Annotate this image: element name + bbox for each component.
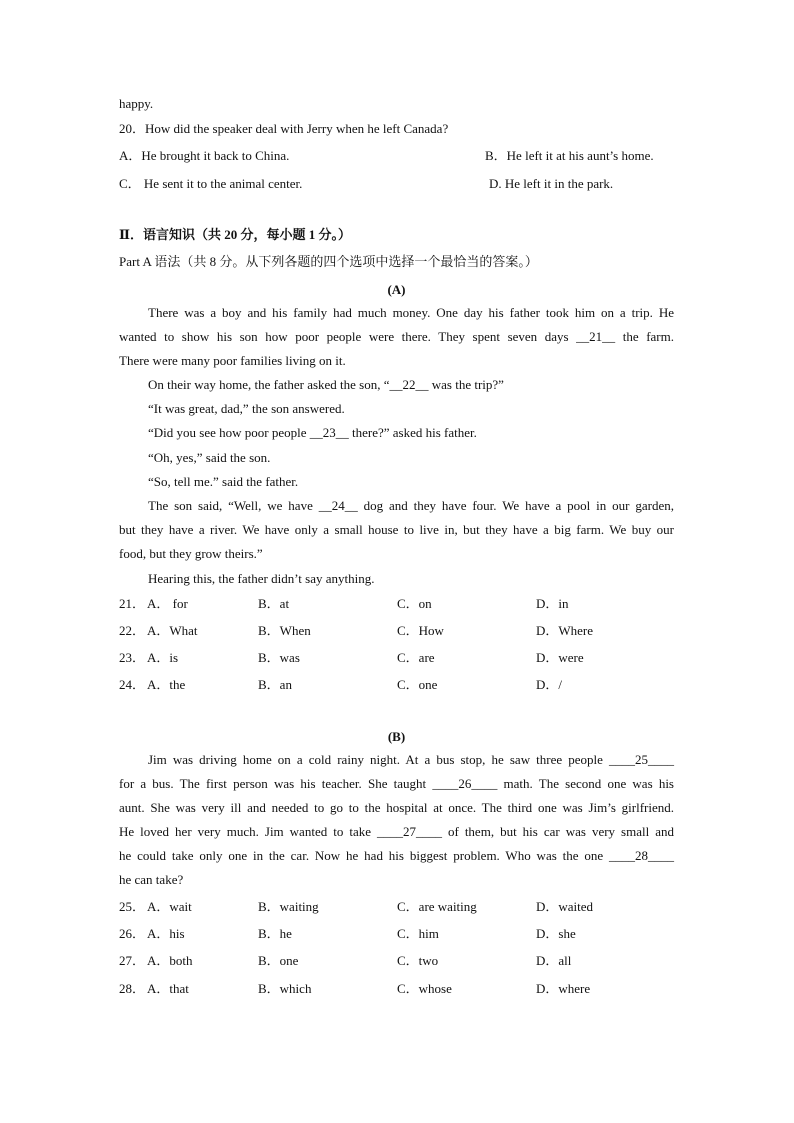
option-c: C．two (397, 953, 439, 968)
passage-line: On their way home, the father asked the son, “__22__ was the trip?” (148, 377, 504, 392)
passage-line: for a bus. The first person was his teacher. She taught ____26____ math. The second one was his (119, 776, 674, 791)
part-a-title: Part A 语法（共 8 分。从下列各题的四个选项中选择一个最恰当的答案。） (119, 254, 538, 269)
option-d: D．in (536, 596, 569, 611)
passage-line: Jim was driving home on a cold rainy night. At a bus stop, he saw three people ____25____ (148, 752, 674, 767)
option-a: A．What (147, 623, 198, 638)
option-b: B．was (258, 650, 300, 665)
passage-line: “Did you see how poor people __23__ there?” asked his father. (148, 425, 477, 440)
question-number: 26． (119, 926, 146, 941)
question-number: 27． (119, 953, 146, 968)
q20-option-a: A．He brought it back to China. (119, 148, 290, 163)
option-d: D．she (536, 926, 576, 941)
option-a: A． for (147, 596, 188, 611)
q20-stem: 20．How did the speaker deal with Jerry when he left Canada? (119, 121, 449, 136)
option-b: B．When (258, 623, 311, 638)
passage-b-heading: (B) (387, 729, 406, 744)
option-a: A．is (147, 650, 179, 665)
question-number: 23． (119, 650, 146, 665)
option-b: B．he (258, 926, 292, 941)
q20-option-d: D. He left it in the park. (489, 176, 614, 191)
option-d: D．were (536, 650, 584, 665)
question-number: 21． (119, 596, 146, 611)
option-d: D．all (536, 953, 572, 968)
passage-line: wanted to show his son how poor people were there. They spent seven days __21__ the farm. (119, 329, 674, 344)
q20-option-b: B．He left it at his aunt’s home. (485, 148, 654, 163)
option-c: C．are (397, 650, 435, 665)
passage-line: The son said, “Well, we have __24__ dog and they have four. We have a pool in our garden, (148, 498, 674, 513)
question-number: 25． (119, 899, 146, 914)
passage-a-heading: (A) (387, 282, 406, 297)
option-c: C．whose (397, 981, 452, 996)
question-number: 24． (119, 677, 146, 692)
option-c: C．him (397, 926, 439, 941)
option-b: B．at (258, 596, 290, 611)
option-a: A．his (147, 926, 185, 941)
passage-line: There was a boy and his family had much money. One day his father took him on a trip. He (148, 305, 674, 320)
section-title: Ⅱ．语言知识（共 20 分，每小题 1 分。） (119, 227, 351, 242)
option-c: C．on (397, 596, 432, 611)
option-c: C．one (397, 677, 438, 692)
option-c: C．How (397, 623, 444, 638)
passage-line: He loved her very much. Jim wanted to take ____27____ of them, but his car was very small and (119, 824, 674, 839)
option-b: B．which (258, 981, 312, 996)
option-a: A．that (147, 981, 189, 996)
option-d: D．where (536, 981, 591, 996)
passage-line: “Oh, yes,” said the son. (148, 450, 271, 465)
option-b: B．an (258, 677, 292, 692)
option-a: A．both (147, 953, 193, 968)
passage-line: aunt. She was very ill and needed to go to the hospital at once. The third one was Jim’s girlfriend. (119, 800, 674, 815)
option-b: B．waiting (258, 899, 319, 914)
passage-line: he can take? (119, 872, 184, 887)
option-d: D．Where (536, 623, 594, 638)
passage-line: There were many poor families living on it. (119, 353, 346, 368)
passage-line: “It was great, dad,” the son answered. (148, 401, 345, 416)
passage-line: “So, tell me.” said the father. (148, 474, 299, 489)
option-d: D．waited (536, 899, 594, 914)
question-number: 22． (119, 623, 146, 638)
option-a: A．the (147, 677, 186, 692)
question-number: 28． (119, 981, 146, 996)
passage-line: he could take only one in the car. Now he had his biggest problem. Who was the one ____28____ (119, 848, 674, 863)
passage-line: food, but they grow theirs.” (119, 546, 263, 561)
option-d: D．/ (536, 677, 563, 692)
passage-line: but they have a river. We have only a small house to live in, but they have a big farm. We buy our (119, 522, 674, 537)
passage-line: Hearing this, the father didn’t say anything. (148, 571, 375, 586)
option-b: B．one (258, 953, 299, 968)
option-c: C．are waiting (397, 899, 477, 914)
q20-option-c: C． He sent it to the animal center. (119, 176, 303, 191)
option-a: A．wait (147, 899, 192, 914)
q19-tail: happy. (119, 96, 154, 111)
